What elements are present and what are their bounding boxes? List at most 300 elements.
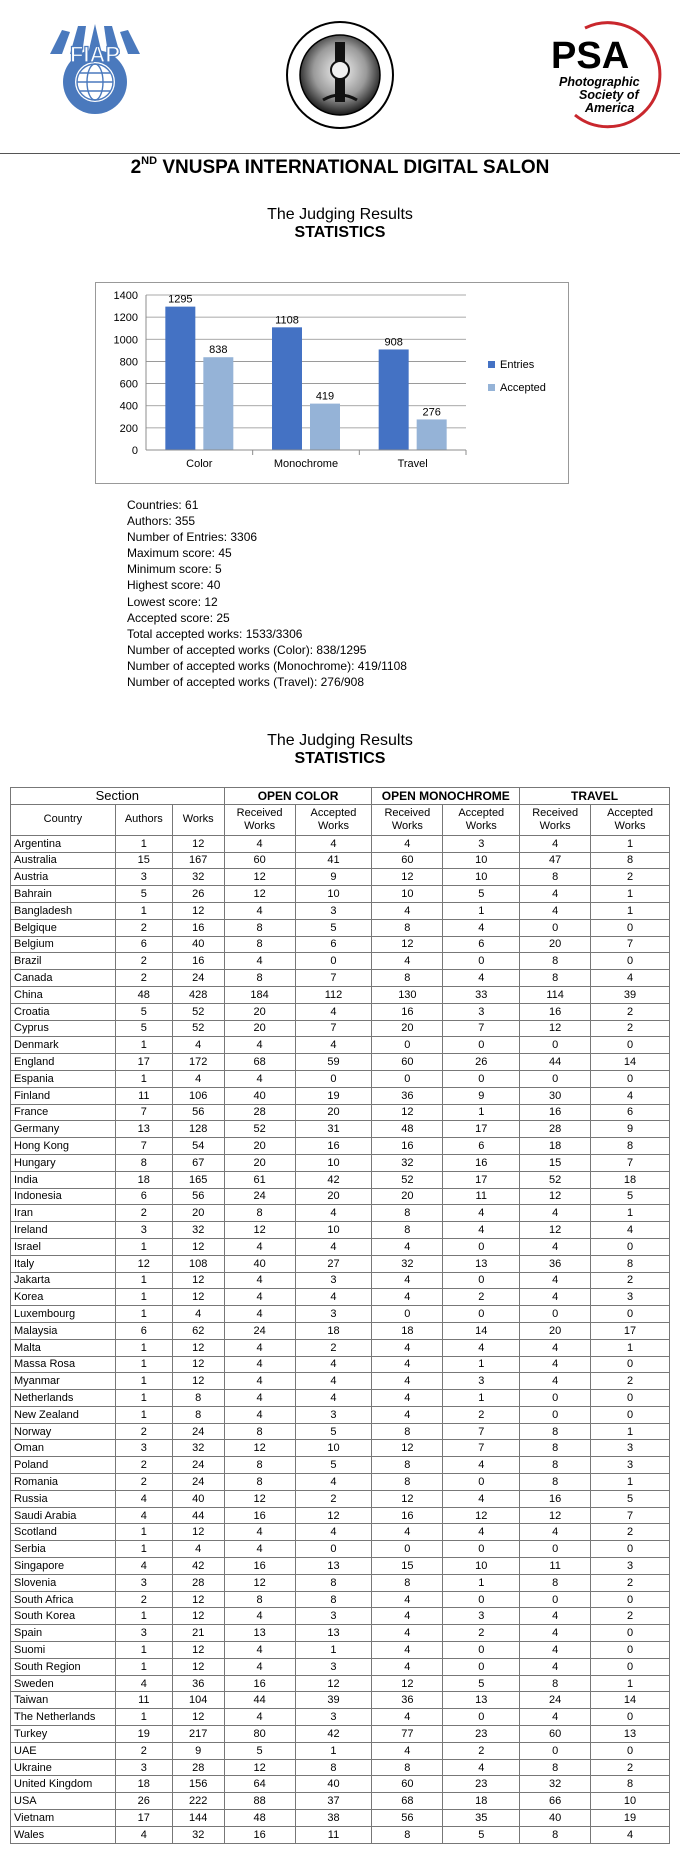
value-cell: 0 [443,1037,520,1054]
country-cell: Russia [11,1490,116,1507]
value-cell: 0 [591,1238,670,1255]
value-cell: 56 [172,1188,224,1205]
value-cell: 8 [520,1457,591,1474]
stat-line: Lowest score: 12 [127,594,218,609]
table-row [11,1373,670,1390]
value-cell: 0 [591,1306,670,1323]
country-cell: Norway [11,1423,116,1440]
country-cell: Turkey [11,1726,116,1743]
value-cell: 17 [591,1322,670,1339]
table-row [11,1759,670,1776]
table-row [11,1138,670,1155]
page-title: 2ND VNUSPA INTERNATIONAL DIGITAL SALON [130,155,550,178]
value-cell: 3 [443,1373,520,1390]
value-cell: 20 [295,1188,372,1205]
value-cell: 12 [172,1709,224,1726]
results-table [10,787,670,1844]
value-cell: 1 [115,1289,172,1306]
value-cell: 4 [372,1625,443,1642]
table-row [11,1087,670,1104]
value-cell: 1 [591,1675,670,1692]
value-cell: 8 [224,970,295,987]
value-cell: 4 [520,1658,591,1675]
value-cell: 16 [172,953,224,970]
value-cell: 17 [115,1810,172,1827]
value-cell: 0 [520,1742,591,1759]
value-cell: 1 [115,1709,172,1726]
country-cell: Brazil [11,953,116,970]
value-cell: 2 [295,1490,372,1507]
value-cell: 5 [591,1188,670,1205]
value-cell: 19 [591,1810,670,1827]
value-cell: 2 [591,1272,670,1289]
value-cell: 18 [591,1171,670,1188]
value-cell: 17 [115,1054,172,1071]
value-cell: 6 [115,936,172,953]
country-cell: USA [11,1793,116,1810]
y-tick-label: 0 [131,445,138,457]
value-cell: 0 [520,1306,591,1323]
value-cell: 54 [172,1138,224,1155]
value-cell: 4 [295,835,372,852]
value-cell: 20 [372,1020,443,1037]
table-row [11,1070,670,1087]
value-cell: 8 [372,919,443,936]
value-cell: 8 [224,1423,295,1440]
value-cell: 2 [443,1742,520,1759]
value-cell: 12 [520,1222,591,1239]
table-row [11,936,670,953]
value-cell: 13 [443,1692,520,1709]
value-cell: 18 [115,1776,172,1793]
table-row [11,1423,670,1440]
value-cell: 8 [591,852,670,869]
value-cell: 4 [520,1289,591,1306]
value-cell: 4 [224,1406,295,1423]
value-cell: 26 [172,886,224,903]
y-tick-label: 1000 [113,334,138,347]
value-cell: 4 [591,1087,670,1104]
value-cell: 3 [591,1289,670,1306]
value-cell: 0 [591,1037,670,1054]
country-cell: Massa Rosa [11,1356,116,1373]
value-cell: 4 [520,835,591,852]
value-cell: 36 [372,1087,443,1104]
value-cell: 48 [224,1810,295,1827]
value-cell: 144 [172,1810,224,1827]
value-cell: 8 [295,1591,372,1608]
value-cell: 130 [372,986,443,1003]
country-cell: Espania [11,1070,116,1087]
value-cell: 106 [172,1087,224,1104]
value-cell: 2 [443,1625,520,1642]
value-cell: 4 [520,1339,591,1356]
value-cell: 23 [443,1776,520,1793]
column-header-color-accepted: Accepted Works [295,804,372,835]
country-cell: Korea [11,1289,116,1306]
value-cell: 11 [295,1826,372,1843]
value-cell: 1 [591,835,670,852]
value-cell: 37 [295,1793,372,1810]
value-cell: 4 [224,1524,295,1541]
value-cell: 18 [443,1793,520,1810]
country-cell: Ukraine [11,1759,116,1776]
value-cell: 0 [443,1658,520,1675]
country-cell: South Africa [11,1591,116,1608]
country-cell: Poland [11,1457,116,1474]
value-cell: 12 [172,1339,224,1356]
value-cell: 28 [224,1104,295,1121]
value-cell: 1 [295,1642,372,1659]
value-cell: 20 [224,1003,295,1020]
value-cell: 47 [520,852,591,869]
value-cell: 0 [443,1541,520,1558]
value-cell: 38 [295,1810,372,1827]
value-cell: 1 [591,886,670,903]
value-cell: 0 [591,1406,670,1423]
value-cell: 0 [295,1070,372,1087]
value-cell: 4 [224,1709,295,1726]
x-tick-label: Color [186,458,213,470]
value-cell: 8 [224,1205,295,1222]
value-cell: 52 [372,1171,443,1188]
country-cell: Netherlands [11,1390,116,1407]
legend-swatch [488,361,495,368]
value-cell: 4 [295,1356,372,1373]
value-cell: 167 [172,852,224,869]
value-cell: 14 [443,1322,520,1339]
bar [272,327,302,450]
table-row [11,869,670,886]
value-cell: 32 [172,869,224,886]
table-row [11,1692,670,1709]
value-cell: 0 [591,1658,670,1675]
value-cell: 2 [115,970,172,987]
value-cell: 0 [443,1306,520,1323]
value-cell: 67 [172,1154,224,1171]
value-cell: 16 [520,1003,591,1020]
stat-line: Number of accepted works (Monochrome): 419/1108 [127,658,407,673]
value-cell: 1 [115,1070,172,1087]
country-cell: Hong Kong [11,1138,116,1155]
value-cell: 12 [224,1222,295,1239]
column-header-authors: Authors [115,804,172,835]
value-cell: 4 [372,1356,443,1373]
value-cell: 4 [115,1507,172,1524]
value-cell: 4 [224,1070,295,1087]
table-row [11,902,670,919]
value-cell: 1 [115,1524,172,1541]
value-cell: 7 [443,1440,520,1457]
value-cell: 0 [295,1541,372,1558]
value-cell: 184 [224,986,295,1003]
value-cell: 8 [372,1423,443,1440]
value-cell: 42 [295,1726,372,1743]
value-cell: 1 [115,1406,172,1423]
value-cell: 15 [520,1154,591,1171]
value-cell: 30 [520,1087,591,1104]
value-cell: 0 [443,1709,520,1726]
column-header-country: Country [11,804,116,835]
results-table-body [11,835,670,1843]
value-cell: 4 [443,970,520,987]
value-cell: 4 [443,919,520,936]
value-cell: 0 [520,1037,591,1054]
value-cell: 16 [224,1558,295,1575]
value-cell: 5 [443,1675,520,1692]
table-row [11,953,670,970]
value-cell: 26 [443,1054,520,1071]
value-cell: 165 [172,1171,224,1188]
value-cell: 13 [295,1625,372,1642]
value-cell: 3 [295,1658,372,1675]
data-label: 908 [384,336,403,349]
value-cell: 9 [172,1742,224,1759]
value-cell: 32 [172,1440,224,1457]
value-cell: 9 [295,869,372,886]
value-cell: 11 [115,1692,172,1709]
value-cell: 0 [443,1474,520,1491]
table-row [11,1188,670,1205]
stat-line: Minimum score: 5 [127,562,222,577]
value-cell: 6 [591,1104,670,1121]
value-cell: 16 [224,1507,295,1524]
value-cell: 4 [591,1826,670,1843]
stat-line: Maximum score: 45 [127,546,232,561]
value-cell: 20 [224,1154,295,1171]
value-cell: 0 [520,919,591,936]
value-cell: 4 [224,1037,295,1054]
value-cell: 1 [591,902,670,919]
value-cell: 16 [520,1490,591,1507]
value-cell: 4 [115,1826,172,1843]
y-tick-label: 800 [119,356,138,369]
value-cell: 4 [372,1390,443,1407]
value-cell: 24 [172,970,224,987]
value-cell: 4 [372,1406,443,1423]
value-cell: 4 [224,902,295,919]
value-cell: 10 [443,852,520,869]
value-cell: 114 [520,986,591,1003]
stat-line: Accepted score: 25 [127,610,230,625]
value-cell: 26 [115,1793,172,1810]
value-cell: 428 [172,986,224,1003]
value-cell: 4 [224,1658,295,1675]
value-cell: 0 [591,953,670,970]
country-cell: Scotland [11,1524,116,1541]
table-row [11,1322,670,1339]
value-cell: 8 [520,953,591,970]
column-header-works: Works [172,804,224,835]
country-cell: South Korea [11,1608,116,1625]
value-cell: 1 [443,1356,520,1373]
value-cell: 2 [115,1423,172,1440]
value-cell: 0 [520,1591,591,1608]
value-cell: 4 [224,1339,295,1356]
value-cell: 12 [372,1490,443,1507]
value-cell: 24 [224,1322,295,1339]
value-cell: 13 [224,1625,295,1642]
value-cell: 4 [443,1457,520,1474]
value-cell: 8 [372,1222,443,1239]
value-cell: 4 [224,953,295,970]
value-cell: 2 [591,869,670,886]
value-cell: 7 [443,1423,520,1440]
value-cell: 36 [372,1692,443,1709]
value-cell: 31 [295,1121,372,1138]
y-tick-label: 1200 [113,312,138,325]
value-cell: 4 [372,1658,443,1675]
value-cell: 4 [591,1222,670,1239]
value-cell: 7 [591,936,670,953]
value-cell: 4 [224,1356,295,1373]
table-row [11,1457,670,1474]
value-cell: 3 [115,1574,172,1591]
value-cell: 4 [115,1558,172,1575]
bar [379,349,409,450]
table-row [11,1238,670,1255]
value-cell: 56 [172,1104,224,1121]
value-cell: 19 [295,1087,372,1104]
value-cell: 1 [115,1272,172,1289]
data-label: 1108 [275,314,299,327]
value-cell: 3 [115,1759,172,1776]
country-cell: Oman [11,1440,116,1457]
value-cell: 3 [295,1272,372,1289]
value-cell: 8 [224,936,295,953]
value-cell: 12 [172,1524,224,1541]
value-cell: 28 [172,1574,224,1591]
value-cell: 10 [443,869,520,886]
value-cell: 0 [591,1642,670,1659]
value-cell: 4 [295,1390,372,1407]
value-cell: 8 [372,1457,443,1474]
value-cell: 12 [224,1490,295,1507]
y-tick-label: 200 [119,422,138,435]
country-cell: Ireland [11,1222,116,1239]
value-cell: 40 [295,1776,372,1793]
value-cell: 3 [443,1608,520,1625]
value-cell: 19 [115,1726,172,1743]
table-row [11,1390,670,1407]
bar [310,404,340,450]
value-cell: 2 [115,1742,172,1759]
value-cell: 15 [115,852,172,869]
table-row [11,1608,670,1625]
value-cell: 64 [224,1776,295,1793]
value-cell: 4 [591,970,670,987]
value-cell: 3 [115,1625,172,1642]
country-cell: Malaysia [11,1322,116,1339]
value-cell: 12 [520,1507,591,1524]
value-cell: 20 [520,1322,591,1339]
value-cell: 8 [172,1406,224,1423]
value-cell: 12 [295,1675,372,1692]
value-cell: 172 [172,1054,224,1071]
country-cell: Indonesia [11,1188,116,1205]
value-cell: 0 [372,1070,443,1087]
y-tick-label: 400 [119,400,138,413]
value-cell: 8 [520,970,591,987]
country-cell: Sweden [11,1675,116,1692]
legend-label: Entries [500,359,535,371]
country-cell: Australia [11,852,116,869]
value-cell: 12 [172,1608,224,1625]
country-cell: Taiwan [11,1692,116,1709]
country-cell: The Netherlands [11,1709,116,1726]
value-cell: 8 [372,1474,443,1491]
stat-line: Highest score: 40 [127,578,221,593]
value-cell: 8 [224,1457,295,1474]
value-cell: 4 [295,1003,372,1020]
value-cell: 11 [443,1188,520,1205]
value-cell: 8 [520,1675,591,1692]
value-cell: 5 [591,1490,670,1507]
value-cell: 4 [224,1238,295,1255]
value-cell: 8 [520,869,591,886]
psa-logo-line1: Photographic [559,75,640,89]
value-cell: 8 [372,1826,443,1843]
table-row [11,1272,670,1289]
value-cell: 12 [172,1289,224,1306]
value-cell: 4 [443,1222,520,1239]
value-cell: 8 [372,1205,443,1222]
legend-label: Accepted [500,382,546,394]
value-cell: 44 [224,1692,295,1709]
value-cell: 52 [520,1171,591,1188]
value-cell: 1 [591,1474,670,1491]
table-row [11,1255,670,1272]
country-cell: Myanmar [11,1373,116,1390]
country-cell: Vietnam [11,1810,116,1827]
bar [203,357,233,450]
value-cell: 0 [591,1356,670,1373]
value-cell: 3 [591,1457,670,1474]
value-cell: 0 [520,1406,591,1423]
value-cell: 1 [115,1238,172,1255]
value-cell: 0 [443,953,520,970]
table-row [11,970,670,987]
value-cell: 2 [591,1003,670,1020]
section-heading-2-title: The Judging Results [267,732,413,749]
value-cell: 14 [591,1054,670,1071]
value-cell: 39 [295,1692,372,1709]
value-cell: 4 [372,1272,443,1289]
value-cell: 4 [295,1373,372,1390]
country-cell: Cyprus [11,1020,116,1037]
value-cell: 1 [443,1574,520,1591]
value-cell: 5 [224,1742,295,1759]
x-tick-label: Travel [397,458,428,470]
value-cell: 4 [172,1306,224,1323]
country-cell: Austria [11,869,116,886]
value-cell: 56 [372,1810,443,1827]
value-cell: 18 [115,1171,172,1188]
country-cell: Israel [11,1238,116,1255]
value-cell: 5 [295,1423,372,1440]
value-cell: 0 [443,1642,520,1659]
country-cell: Serbia [11,1541,116,1558]
value-cell: 4 [372,902,443,919]
value-cell: 4 [372,1591,443,1608]
value-cell: 8 [372,1574,443,1591]
value-cell: 16 [372,1507,443,1524]
value-cell: 10 [372,886,443,903]
country-cell: China [11,986,116,1003]
legend-swatch [488,384,495,391]
value-cell: 80 [224,1726,295,1743]
value-cell: 4 [224,1373,295,1390]
